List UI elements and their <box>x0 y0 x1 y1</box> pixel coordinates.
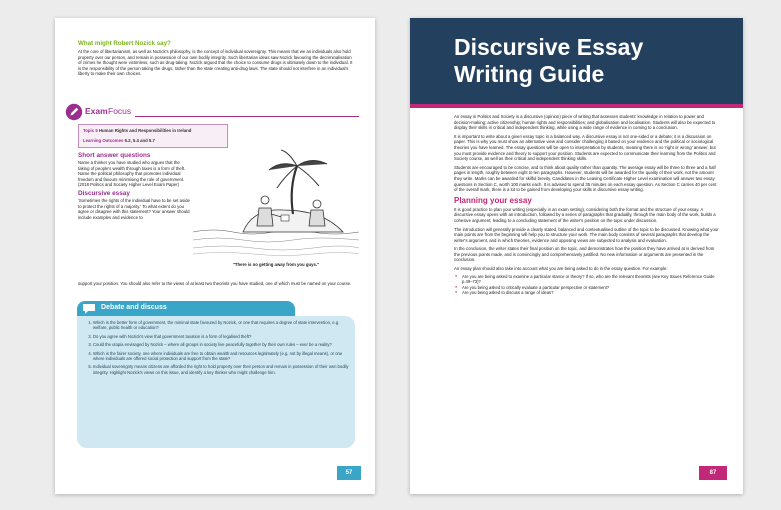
banner-stripe <box>410 104 743 108</box>
left-page <box>55 18 375 494</box>
speech-bubble-icon <box>82 303 96 315</box>
debate-list <box>83 320 349 375</box>
debate-title: Debate and discuss <box>101 304 167 311</box>
short-answer-heading: Short answer questions <box>78 152 151 159</box>
guide-paragraph-1: An essay in Politics and Society is a discursive (opinion) piece of writing that assesses students' knowledge in relation to power and decision-making; active citizenship; human rights and responsibilities; and globalisation and localisation. Students will also be expected to display their skills in critical and independent thinking, while using a wide range of evidence in coming to a conclusion. <box>454 114 716 131</box>
exam-focus-header <box>63 104 363 120</box>
planning-paragraph-1: It is good practice to plan your writing (especially in an exam setting), considering both the format and the structure of your essay. A discursive essay opens with an introduction, followed by a series of paragraphs that gradually, through the main body of the work, builds a cohesive argument, leading to a concluding statement of the writer's position on the topic under discussion. <box>454 206 716 223</box>
cartoon-caption: "There is no getting away from you guys." <box>232 262 320 267</box>
debate-item: 1. Which is the better form of government, the minimal state favoured by Nozick, or one that requires a degree of state intervention, e.g. welfare, public health or education? <box>93 320 349 331</box>
debate-item: 4. Which is the fairer society, one where individuals are free to obtain wealth and resources legitimately (e.g. not by illegal means), or one where individuals are offered social protection and support from the state? <box>93 351 349 362</box>
debate-box <box>77 316 355 448</box>
debate-item: 5. Individual sovereignty means citizens are afforded the right to hold property over their person and remain in possession of their own bodily integrity. Highlight Nozick's views on this issue, and identify a key thinker who might challenge him. <box>93 364 349 375</box>
pen-icon <box>65 103 83 121</box>
planning-paragraph-3: In the conclusion, the writer states their final position on the topic, and demonstrates how the position they have arrived at is derived from the previous points made, and is convincingly and comprehensively justified. No new information or arguments are presented in the conclusion. <box>454 246 715 263</box>
topic-text: Human Rights and Responsibilities in Ireland <box>98 128 192 133</box>
page-number: 87 <box>699 466 727 480</box>
title-line-1: Discursive Essay <box>454 34 644 60</box>
nozick-section <box>78 40 356 77</box>
bullet-item: ● Are you being asked to discuss a range of ideas? <box>462 290 720 296</box>
outcomes-label: Learning Outcomes <box>83 138 124 143</box>
exam-questions-column <box>78 152 190 220</box>
planning-paragraph-4: An essay plan should also take into account what you are being asked to do in the essay question. For example: <box>454 266 668 272</box>
guide-body <box>454 114 720 296</box>
divider <box>135 116 359 117</box>
planning-paragraph-2: The introduction will generally provide a clearly stated, balanced and contextualised outline of the topic to be discussed. Knowing what your main points are from the beginning will help you to structure your work. The main body consists of several paragraphs that develop the writer's argument, and in which theories, evidence and opposing views are subjected to analysis and evaluation. <box>454 226 719 243</box>
title-banner <box>410 18 743 104</box>
title-line-2: Writing Guide <box>454 61 605 87</box>
exam-focus-word2: Focus <box>108 106 132 116</box>
cartoon-illustration <box>193 148 359 260</box>
debate-item: 3. Could the utopia envisaged by Nozick – where all groups in society live peacefully together by their own rules – ever be a reality? <box>93 342 349 347</box>
topic-box <box>78 124 228 148</box>
question-bullets <box>454 274 720 296</box>
page-title <box>454 34 643 88</box>
topic-label: Topic 5 <box>83 128 98 133</box>
discursive-text: 'Sometimes the rights of the individual have to be set aside to protect the rights of a majority.' To what extent do you agree or disagree with this statement? Your answer should include examples and evidence to <box>78 197 190 220</box>
guide-paragraph-2: It is important to write about a given essay topic in a balanced way. A discursive essay is not one-sided or a debate; it is a discussion on paper. This is why you must show an alternative view and consider challenging it based on your evidence and the political or sociological theories you have learned. The essay questions will be open to interpretation by students, meaning there is no 'right or wrong' answer, but you must provide evidence and theory to support your position. Students are expected to communicate their learning from the Politics and Society course, as well as their critical and independent thinking skills. <box>454 133 716 162</box>
section-title: What might Robert Nozick say? <box>78 40 171 47</box>
page-number: 57 <box>337 466 361 480</box>
discursive-tail: support your position. You should also refer to the views of at least two theorists you have studied, one of which must be named on your course. <box>78 281 352 286</box>
short-answer-text: Name a thinker you have studied who argues that the taking of people's wealth through taxes is a form of theft. Name the political philosophy that promotes individual freedom and favours minimising the role of government. (2018 Politics and Society Higher Level Exam Paper) <box>78 160 186 188</box>
bullet-item: ● Are you are being asked to examine a particular stance or theory? If so, who are the relevant theorists (see Key Issues Reference Guide p.49–73)? <box>462 274 720 285</box>
planning-heading: Planning your essay <box>454 195 532 205</box>
right-page <box>410 18 743 494</box>
discursive-heading: Discursive essay <box>78 189 130 197</box>
guide-paragraph-3: Students are encouraged to be concise, and to think about quality rather than quantity. The average essay will be three to three and a half pages in length, roughly between eight to ten paragraphs. However, students will be awarded for the quality of their work, not the amount they write. Marks can be awarded for skilful brevity. Candidates in the Leaving Certificate Higher Level examination will answer two essay questions in Section C, worth 100 marks each. It is advised to spend 35 minutes on each essay question. As Section C carries 40 per cent of the overall mark, there is a lot to be gained from developing your skills in discursive essay writing. <box>454 164 717 193</box>
debate-header <box>77 301 295 316</box>
desert-island-cartoon <box>193 148 359 272</box>
intro-paragraph: At the core of libertarianism, as well as Nozick's philosophy, is the concept of individual sovereignty. This means that we as individuals also hold property over our person, and remain in possession of our own bodily integrity. Such libertarian ideas saw Nozick favouring the decriminalisation of crimes he thought were victimless, such as drug-taking. Nozick argued that the choice to consume drugs is ultimately down to the individual. It is the responsibility of the person taking the drugs, rather than the state creating anti-drug laws. The state should not interfere in an individual's liberty to make their own choices. <box>78 49 353 77</box>
bullet-item: ● Are you being asked to critically evaluate a particular perspective or statement? <box>462 285 720 291</box>
exam-focus-word1: Exam <box>85 106 108 116</box>
outcomes-text: 5.2, 5.4 and 5.7 <box>124 138 155 143</box>
debate-item: 2. Do you agree with Nozick's view that government taxation is a form of legalised theft? <box>93 334 349 339</box>
